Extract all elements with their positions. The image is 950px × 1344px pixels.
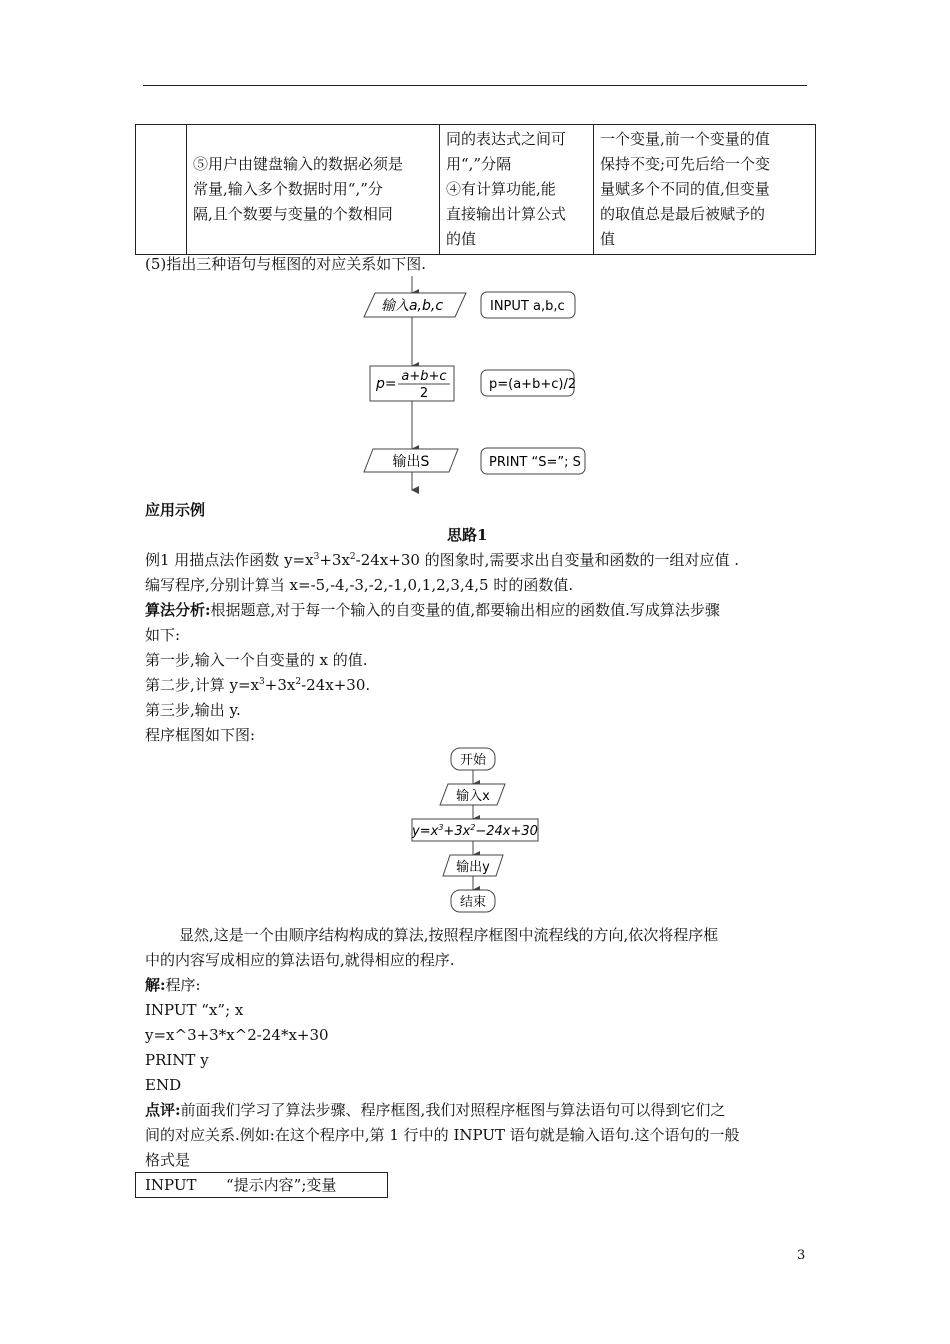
text-run: -24x+30. [301, 676, 371, 694]
code-line: END [145, 1076, 182, 1094]
text-run: +3x [264, 676, 296, 694]
output-y-label: 输出y [456, 860, 490, 875]
table-line: 同的表达式之间可 [446, 130, 567, 148]
flowchart [0, 740, 950, 920]
table-line: ⑤用户由键盘输入的数据必须是 [193, 155, 404, 173]
superscript: 2 [295, 677, 302, 687]
flowchart-intro: 程序框图如下图: [145, 726, 256, 744]
format-rest: “提示内容”;变量 [226, 1176, 337, 1194]
table-line: 常量,输入多个数据时用“,”分 [193, 180, 383, 198]
analysis-line-1 [145, 598, 720, 623]
comment-line-3: 格式是 [145, 1151, 191, 1169]
text-run: 第二步,计算 y=x [145, 676, 260, 694]
compute-sup: 3 [438, 823, 444, 832]
table-line: 的值 [446, 230, 477, 248]
input-box-label: 输入a,b,c [380, 298, 444, 314]
text-run: +3x [319, 551, 350, 569]
table-line: 保持不变;可先后给一个变 [600, 155, 771, 173]
superscript: 2 [349, 552, 356, 562]
step-2 [145, 673, 370, 698]
text-run: 前面我们学习了算法步骤、程序框图,我们对照程序框图与算法语句可以得到它们之 [180, 1101, 726, 1119]
compute-part: y=x [412, 824, 439, 839]
output-box-label: 输出S [392, 454, 430, 470]
subheading: 思路1 [447, 526, 488, 544]
step-3: 第三步,输出 y. [145, 701, 241, 719]
table-line: 一个变量,前一个变量的值 [600, 130, 770, 148]
print-statement: PRINT “S=”; S [489, 455, 581, 470]
table-line: 量赋多个不同的值,但变量 [600, 180, 770, 198]
page-number: 3 [797, 1248, 806, 1263]
solution-label: 解: [145, 976, 166, 994]
comment-line-2: 间的对应关系.例如:在这个程序中,第 1 行中的 INPUT 语句就是输入语句.这个语句的一般 [145, 1126, 740, 1144]
table-line: ④有计算功能,能 [446, 180, 556, 198]
code-line: INPUT “x”; x [145, 1001, 244, 1019]
table-line: 的取值总是最后被赋予的 [600, 205, 766, 223]
superscript: 3 [259, 677, 265, 687]
table-line: 直接输出计算公式 [446, 205, 567, 223]
input-x-label: 输入x [456, 789, 490, 804]
solution-line [145, 973, 201, 998]
text-run: 根据题意,对于每一个输入的自变量的值,都要输出相应的函数值.写成算法步骤 [210, 601, 720, 619]
compute-label [411, 823, 538, 839]
example-line-2: 编写程序,分别计算当 x=-5,-4,-3,-2,-1,0,1,2,3,4,5 时的函数值. [145, 576, 574, 594]
text-run: 例1 用描点法作函数 y=x [145, 551, 314, 569]
example-line-1 [145, 548, 739, 573]
table-line: 用“,”分隔 [446, 155, 512, 173]
statement-diagram [0, 0, 950, 500]
assign-numerator: a+b+c [401, 369, 447, 384]
text-run: -24x+30 的图象时,需要求出自变量和函数的一组对应值 . [355, 551, 739, 569]
text-run: 程序: [165, 976, 201, 994]
table-line: 值 [600, 230, 616, 248]
assign-statement: p=(a+b+c)/2 [489, 377, 577, 392]
assign-denominator: 2 [419, 386, 429, 401]
end-label: 结束 [459, 895, 487, 910]
comment-label: 点评: [145, 1101, 181, 1119]
explain-line-1: 显然,这是一个由顺序结构构成的算法,按照程序框图中流程线的方向,依次将程序框 [179, 926, 719, 944]
assign-p-label: p= [376, 376, 397, 392]
table-line: 隔,且个数要与变量的个数相同 [193, 205, 393, 223]
format-keyword: INPUT [145, 1176, 197, 1194]
superscript: 3 [313, 552, 320, 562]
compute-part: +3x [443, 824, 471, 839]
section-heading: 应用示例 [145, 501, 206, 519]
analysis-label: 算法分析: [145, 601, 211, 619]
explain-line-2: 中的内容写成相应的算法语句,就得相应的程序. [145, 951, 455, 969]
code-line: PRINT y [145, 1051, 209, 1069]
section-5-text: (5)指出三种语句与框图的对应关系如下图. [145, 255, 427, 273]
compute-part: −24x+30 [475, 824, 538, 839]
comment-line-1 [145, 1098, 725, 1123]
start-label: 开始 [459, 753, 487, 768]
step-1: 第一步,输入一个自变量的 x 的值. [145, 651, 368, 669]
input-format-box [135, 1172, 388, 1198]
compute-sup: 2 [470, 823, 476, 832]
analysis-line-2: 如下: [145, 626, 181, 644]
input-statement: INPUT a,b,c [490, 299, 565, 314]
code-line: y=x^3+3*x^2-24*x+30 [145, 1026, 329, 1044]
